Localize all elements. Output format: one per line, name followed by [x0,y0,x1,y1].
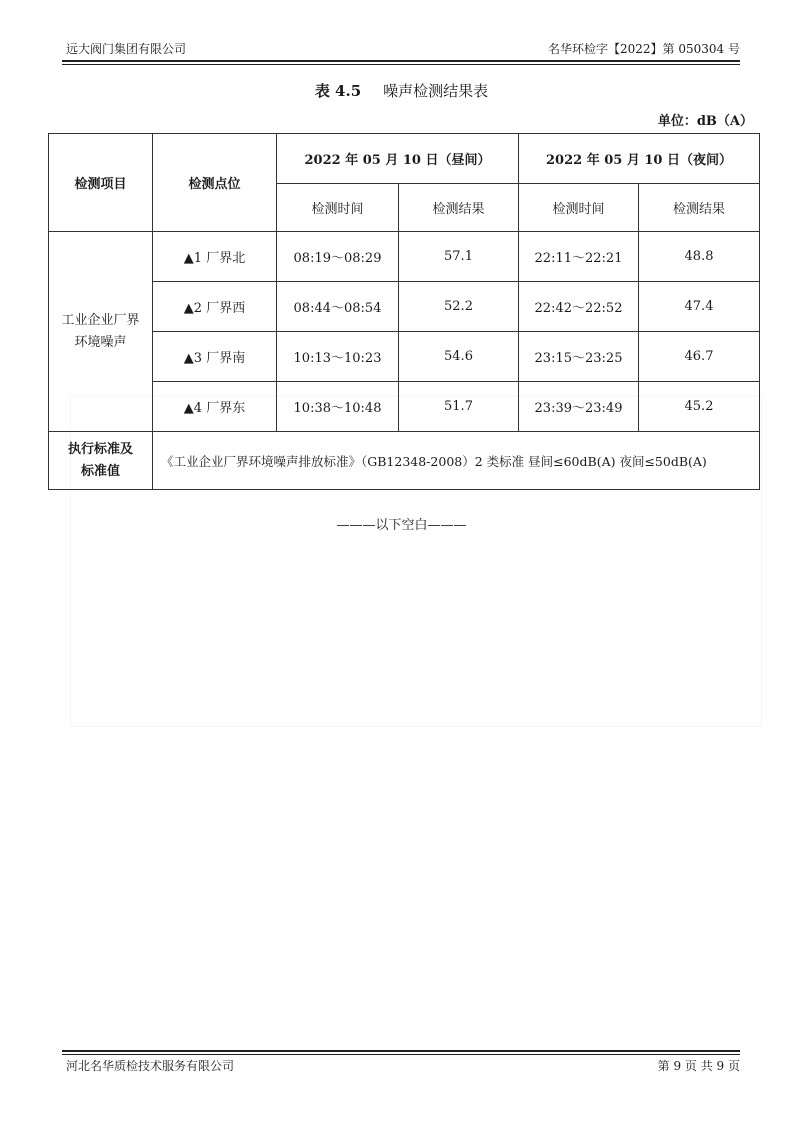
table-row [49,282,760,332]
point-cell: ▲4 厂界东 [153,382,277,432]
header-rule-thin [62,64,740,65]
day-result-cell: 52.2 [399,282,519,332]
night-result-cell: 45.2 [639,382,760,432]
header-night-result: 检测结果 [639,184,760,232]
header-day-result: 检测结果 [399,184,519,232]
header-rule [62,60,740,62]
night-time-cell: 23:39～23:49 [519,382,639,432]
standard-text: 《工业企业厂界环境噪声排放标准》（GB12348-2008）2 类标准 昼间≤60dB(A) 夜间≤50dB(A) [153,432,760,490]
blank-below-note: ———以下空白——— [336,518,467,533]
day-time-cell: 08:44～08:54 [277,282,399,332]
table-row [49,332,760,382]
table-row [49,382,760,432]
header-day-date: 2022 年 05 月 10 日（昼间） [277,134,519,184]
header-night-date: 2022 年 05 月 10 日（夜间） [519,134,760,184]
day-time-cell: 10:13～10:23 [277,332,399,382]
table-number: 表 4.5 [314,82,362,100]
footer-rule-thin [62,1054,740,1055]
day-result-cell: 51.7 [399,382,519,432]
night-result-cell: 47.4 [639,282,760,332]
noise-results-table [48,133,760,490]
day-time-cell: 10:38～10:48 [277,382,399,432]
header-company: 远大阀门集团有限公司 [66,42,187,56]
page-footer [62,1057,740,1077]
standard-label [49,432,153,490]
point-cell: ▲3 厂界南 [153,332,277,382]
standard-label-text: 执行标准及标准值 [67,441,133,479]
table-title-text: 噪声检测结果表 [383,82,489,100]
header-item: 检测项目 [49,134,153,232]
day-result-cell: 54.6 [399,332,519,382]
header-report-number: 名华环检字【2022】第 050304 号 [548,42,740,56]
page-header [62,38,740,60]
item-name-cell [49,232,153,432]
day-result-cell: 57.1 [399,232,519,282]
item-name: 工业企业厂界环境噪声 [61,312,140,350]
point-cell: ▲1 厂界北 [153,232,277,282]
unit-label: 单位：dB（A） [657,114,753,129]
standard-row [49,432,760,490]
footer-rule [62,1050,740,1052]
header-point: 检测点位 [153,134,277,232]
header-night-time: 检测时间 [519,184,639,232]
night-result-cell: 48.8 [639,232,760,282]
header-day-time: 检测时间 [277,184,399,232]
night-time-cell: 22:11～22:21 [519,232,639,282]
night-time-cell: 23:15～23:25 [519,332,639,382]
table-row [49,232,760,282]
day-time-cell: 08:19～08:29 [277,232,399,282]
point-cell: ▲2 厂界西 [153,282,277,332]
footer-organization: 河北名华质检技术服务有限公司 [66,1059,235,1073]
night-result-cell: 46.7 [639,332,760,382]
footer-page-number: 第 9 页 共 9 页 [657,1059,740,1073]
night-time-cell: 22:42～22:52 [519,282,639,332]
table-title [0,80,803,101]
